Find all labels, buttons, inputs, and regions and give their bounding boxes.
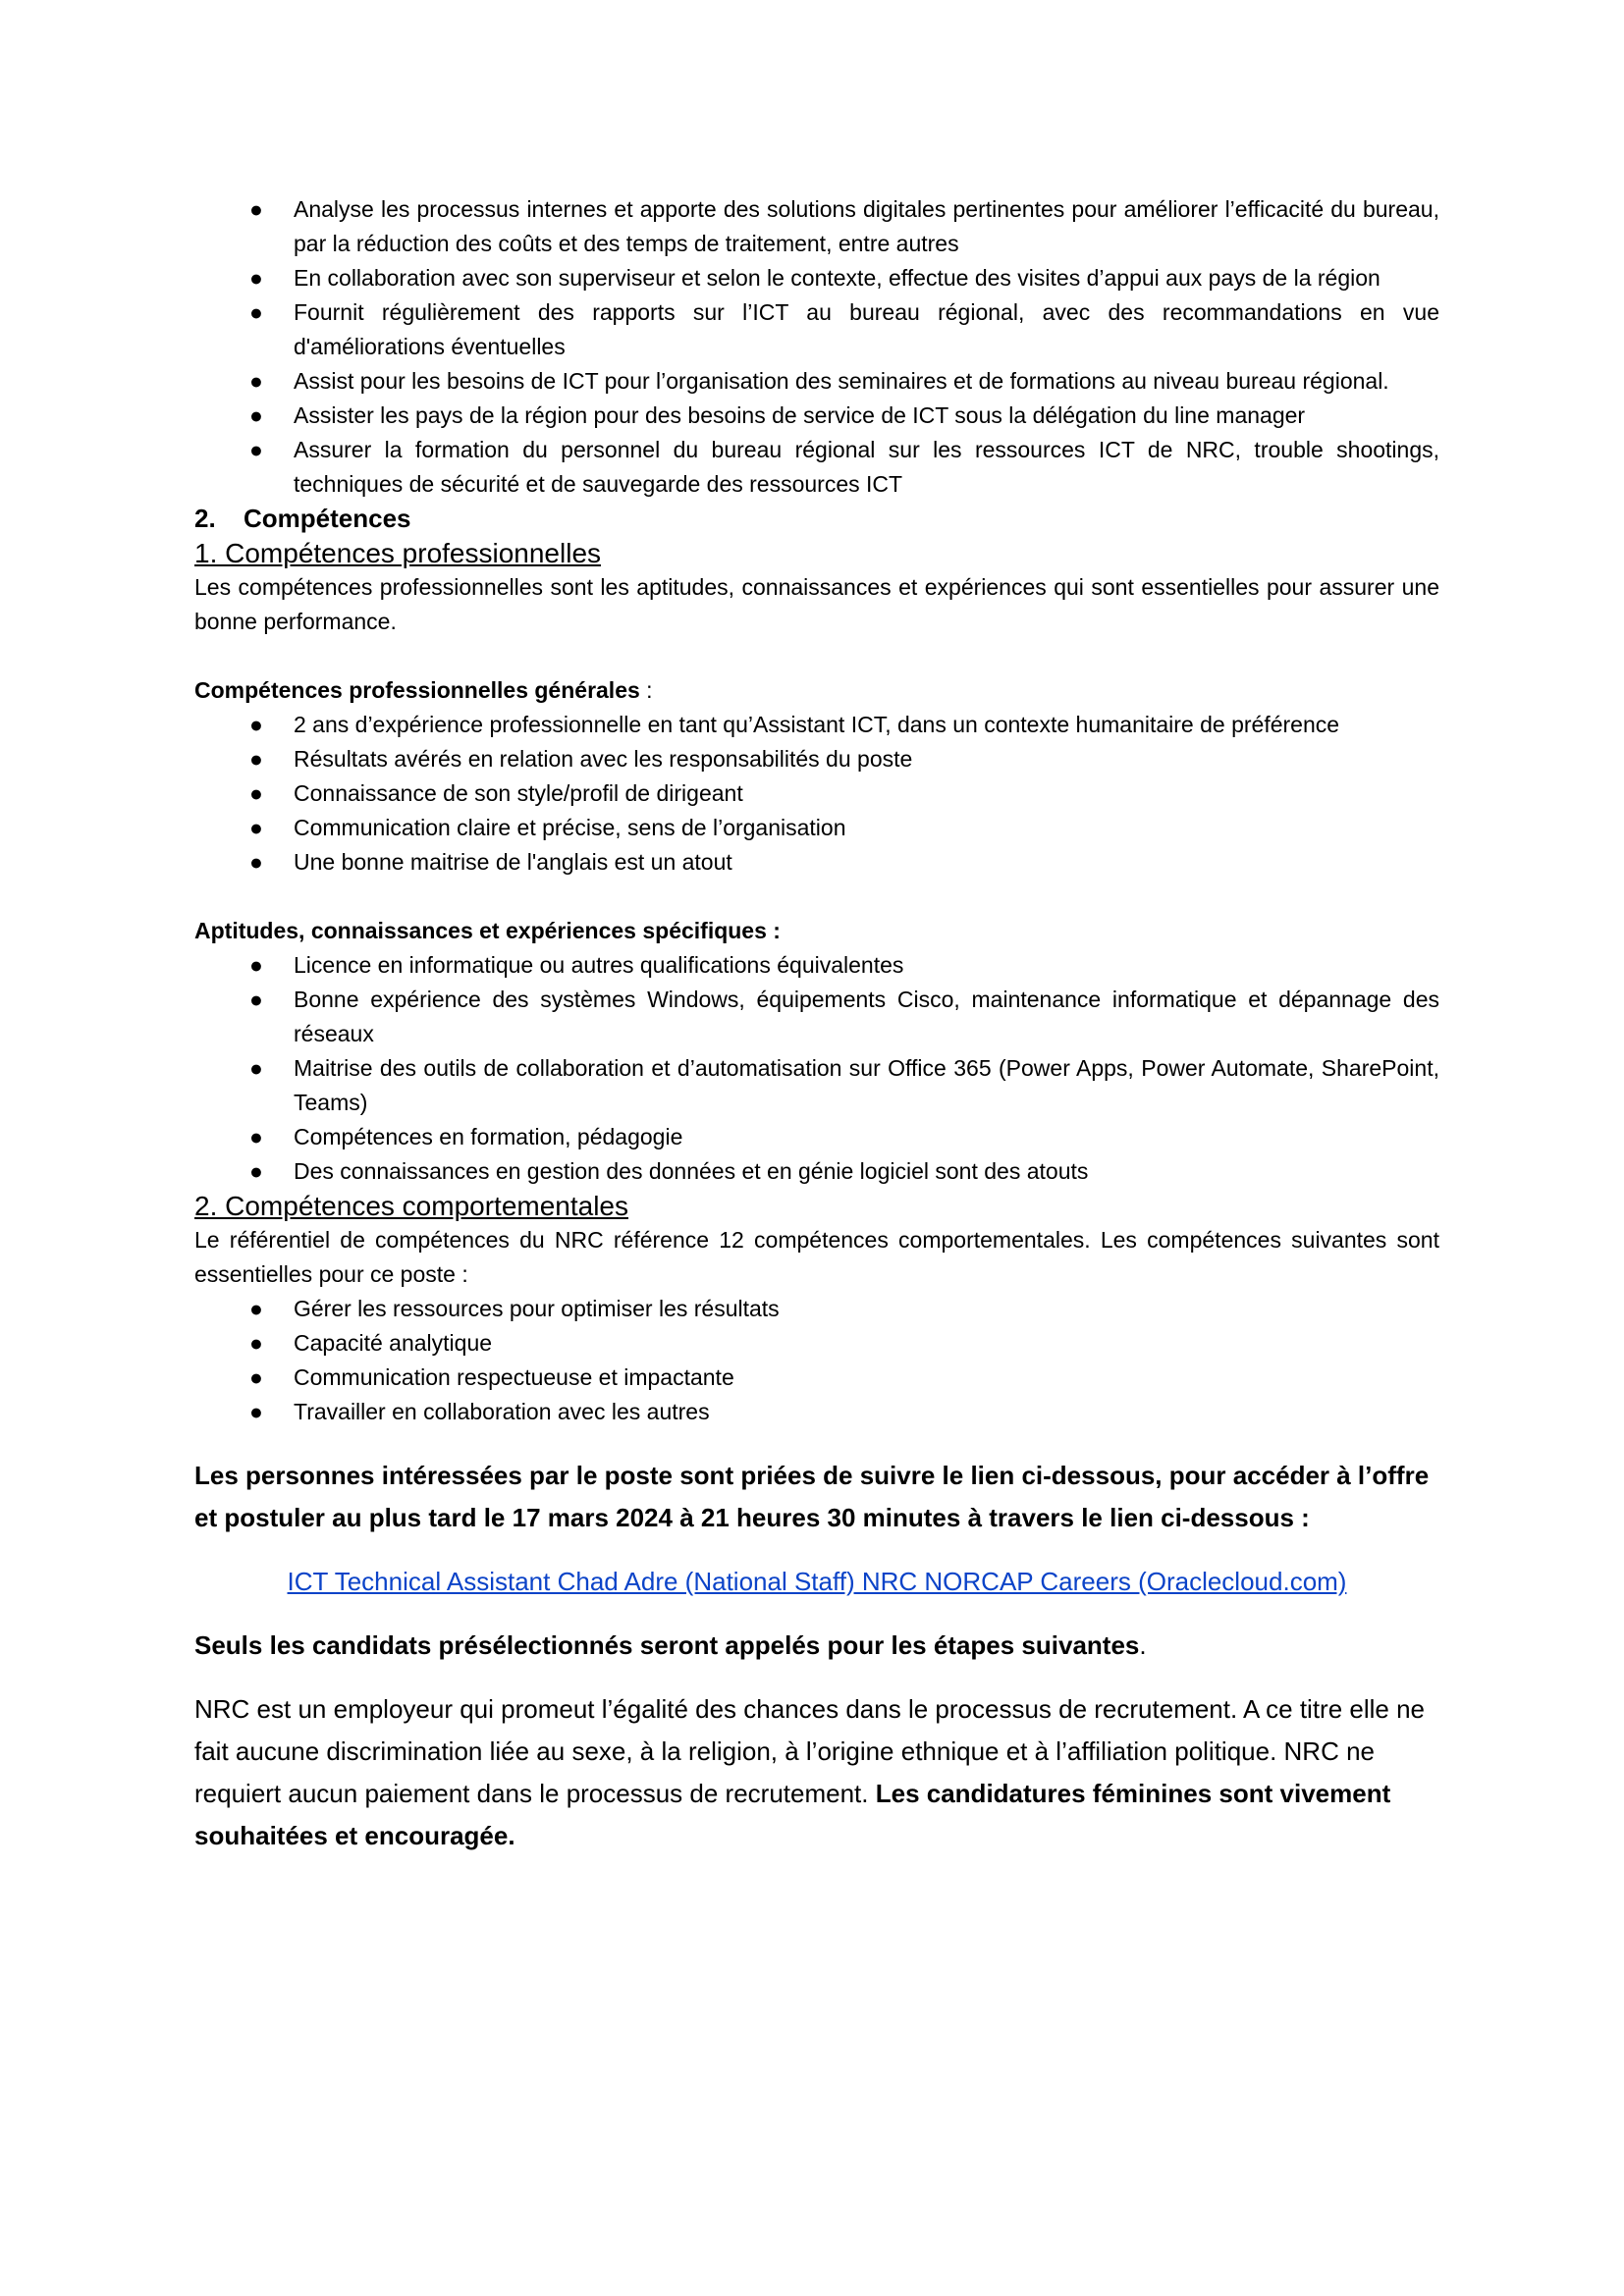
bullet-icon: ● <box>249 1399 263 1424</box>
bullet-icon: ● <box>249 1055 263 1081</box>
bullet-icon: ● <box>249 437 263 462</box>
list-item: ● Maitrise des outils de collaboration et d’automatisation sur Office 365 (Power Apps, Power Automate, SharePoint, Teams) <box>194 1051 1439 1120</box>
list-item: ● Licence en informatique ou autres qualifications équivalentes <box>194 948 1439 983</box>
bullet-icon: ● <box>249 1296 263 1321</box>
behavioral-competences-intro: Le référentiel de compétences du NRC référence 12 compétences comportementales. Les compétences suivantes sont essentielles pour ce poste : <box>194 1227 1439 1287</box>
list-item: ● Communication respectueuse et impactante <box>194 1361 1439 1395</box>
bullet-icon: ● <box>249 952 263 978</box>
list-item: ● Gérer les ressources pour optimiser les résultats <box>194 1292 1439 1326</box>
application-link[interactable]: ICT Technical Assistant Chad Adre (National Staff) NRC NORCAP Careers (Oraclecloud.com) <box>287 1567 1347 1596</box>
bullet-icon: ● <box>249 299 263 325</box>
behavioral-competences-list <box>194 1292 1439 1429</box>
spacer <box>194 1667 1439 1688</box>
bullet-icon: ● <box>249 265 263 291</box>
bullet-icon: ● <box>249 712 263 737</box>
list-item: ● Connaissance de son style/profil de dirigeant <box>194 776 1439 811</box>
bullet-icon: ● <box>249 1364 263 1390</box>
list-item: ● Assurer la formation du personnel du bureau régional sur les ressources ICT de NRC, trouble shootings, techniques de sécurité et de sauvegarde des ressources ICT <box>194 433 1439 502</box>
bullet-icon: ● <box>249 1124 263 1149</box>
general-competences-label: Compétences professionnelles générales : <box>194 677 653 703</box>
duties-list <box>194 192 1439 502</box>
list-item: ● Assister les pays de la région pour des besoins de service de ICT sous la délégation du line manager <box>194 399 1439 433</box>
list-item: ● Analyse les processus internes et apporte des solutions digitales pertinentes pour améliorer l’efficacité du bureau, par la réduction des coûts et des temps de traitement, entre autres <box>194 192 1439 261</box>
list-item: ● Compétences en formation, pédagogie <box>194 1120 1439 1154</box>
spacer <box>194 1429 1439 1455</box>
list-item: ● Fournit régulièrement des rapports sur l’ICT au bureau régional, avec des recommandations en vue d'améliorations éventuelles <box>194 295 1439 364</box>
specific-competences-list <box>194 948 1439 1189</box>
spacer <box>194 639 1439 673</box>
section-number: 2. <box>194 504 216 533</box>
spacer <box>194 1539 1439 1561</box>
spacer <box>194 880 1439 914</box>
general-competences-list <box>194 708 1439 880</box>
section-heading-competences <box>194 502 1439 536</box>
bullet-icon: ● <box>249 987 263 1012</box>
list-item: ● Communication claire et précise, sens de l’organisation <box>194 811 1439 845</box>
behavioral-competences-heading: 2. Compétences comportementales <box>194 1191 628 1221</box>
bullet-icon: ● <box>249 780 263 806</box>
bullet-icon: ● <box>249 1158 263 1184</box>
list-item: ● Travailler en collaboration avec les autres <box>194 1395 1439 1429</box>
shortlist-notice: Seuls les candidats présélectionnés seront appelés pour les étapes suivantes. <box>194 1630 1147 1660</box>
list-item: ● Des connaissances en gestion des données et en génie logiciel sont des atouts <box>194 1154 1439 1189</box>
equal-opportunity-statement: NRC est un employeur qui promeut l’égalité des chances dans le processus de recrutement. A ce titre elle ne fait aucune discrimination liée au sexe, à la religion, à l’origine ethnique et à l’affiliation politique. NRC ne requiert aucun paiement dans le processus de recrutement. Les candidatures féminines sont vivement souhaitées et encouragée. <box>194 1694 1426 1850</box>
list-item: ● Capacité analytique <box>194 1326 1439 1361</box>
bullet-icon: ● <box>249 849 263 875</box>
bullet-icon: ● <box>249 196 263 222</box>
bullet-icon: ● <box>249 1330 263 1356</box>
list-item: ● Assist pour les besoins de ICT pour l’organisation des seminaires et de formations au niveau bureau régional. <box>194 364 1439 399</box>
professional-competences-intro: Les compétences professionnelles sont les aptitudes, connaissances et expériences qui sont essentielles pour assurer une bonne performance. <box>194 574 1439 634</box>
spacer <box>194 1603 1439 1625</box>
list-item: ● Résultats avérés en relation avec les responsabilités du poste <box>194 742 1439 776</box>
application-instructions: Les personnes intéressées par le poste sont priées de suivre le lien ci-dessous, pour accéder à l’offre et postuler au plus tard le 17 mars 2024 à 21 heures 30 minutes à travers le lien ci-dessous : <box>194 1461 1430 1532</box>
professional-competences-heading: 1. Compétences professionnelles <box>194 538 602 568</box>
list-item: ● En collaboration avec son superviseur et selon le contexte, effectue des visites d’appui aux pays de la région <box>194 261 1439 295</box>
document-page <box>194 192 1439 1857</box>
application-link-line <box>194 1561 1439 1603</box>
specific-competences-label: Aptitudes, connaissances et expériences spécifiques : <box>194 918 781 943</box>
bullet-icon: ● <box>249 402 263 428</box>
bullet-icon: ● <box>249 368 263 394</box>
list-item: ● Une bonne maitrise de l'anglais est un atout <box>194 845 1439 880</box>
bullet-icon: ● <box>249 746 263 772</box>
list-item: ● Bonne expérience des systèmes Windows, équipements Cisco, maintenance informatique et dépannage des réseaux <box>194 983 1439 1051</box>
list-item: ● 2 ans d’expérience professionnelle en tant qu’Assistant ICT, dans un contexte humanitaire de préférence <box>194 708 1439 742</box>
section-title: Compétences <box>244 504 411 533</box>
bullet-icon: ● <box>249 815 263 840</box>
